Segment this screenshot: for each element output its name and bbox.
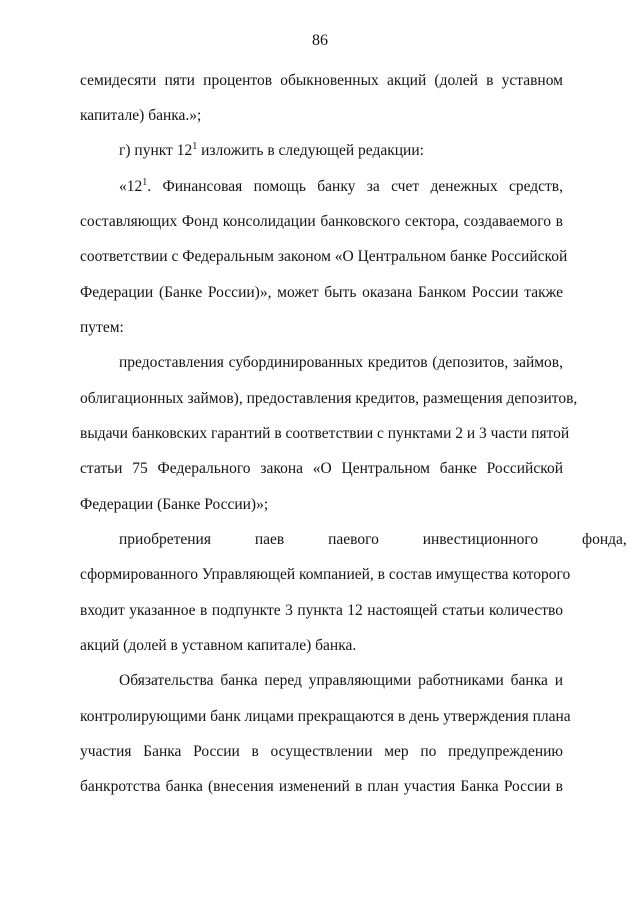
text-line: банкротства банка (внесения изменений в план участия Банка России в	[80, 778, 563, 795]
text-line: Федерации (Банке России)»;	[80, 496, 269, 513]
text-line: сформированного Управляющей компанией, в состав имущества которого	[80, 566, 571, 583]
text-line: семидесяти пяти процентов обыкновенных акций (долей в уставном	[80, 72, 563, 89]
text-line	[119, 140, 424, 162]
text-line: контролирующими банк лицами прекращаются в день утверждения плана	[80, 708, 571, 725]
text-line: участия Банка России в осуществлении мер по предупреждению	[80, 743, 563, 760]
page-number: 86	[312, 32, 328, 49]
text-line: соответствии с Федеральным законом «О Центральном банке Российской	[80, 248, 568, 265]
text-line: Федерации (Банке России)», может быть оказана Банком России также	[80, 284, 563, 301]
text-line: выдачи банковских гарантий в соответствии с пунктами 2 и 3 части пятой	[80, 425, 570, 442]
text-line: составляющих Фонд консолидации банковского сектора, создаваемого в	[80, 213, 563, 230]
text-fragment: г) пункт 12	[119, 142, 193, 159]
text-line: капитале) банка.»;	[80, 107, 202, 124]
text-line: путем:	[80, 319, 124, 336]
text-line	[119, 176, 563, 198]
text-line: акций (долей в уставном капитале) банка.	[80, 637, 357, 654]
superscript: 1	[192, 141, 198, 152]
text-line: статьи 75 Федерального закона «О Центральном банке Российской	[80, 460, 563, 477]
superscript: 1	[142, 177, 148, 188]
text-line: Обязательства банка перед управляющими работниками банка и	[119, 672, 563, 689]
text-fragment: . Финансовая помощь банку за счет денежных средств,	[147, 178, 563, 195]
text-fragment: «12	[119, 178, 143, 195]
text-line: предоставления субординированных кредитов (депозитов, займов,	[119, 354, 563, 371]
text-line: приобретения паев паевого инвестиционного фонда,	[119, 531, 627, 548]
text-line: облигационных займов), предоставления кредитов, размещения депозитов,	[80, 390, 578, 407]
text-line: входит указанное в подпункте 3 пункта 12 настоящей статьи количество	[80, 602, 563, 619]
text-fragment: изложить в следующей редакции:	[201, 142, 424, 159]
